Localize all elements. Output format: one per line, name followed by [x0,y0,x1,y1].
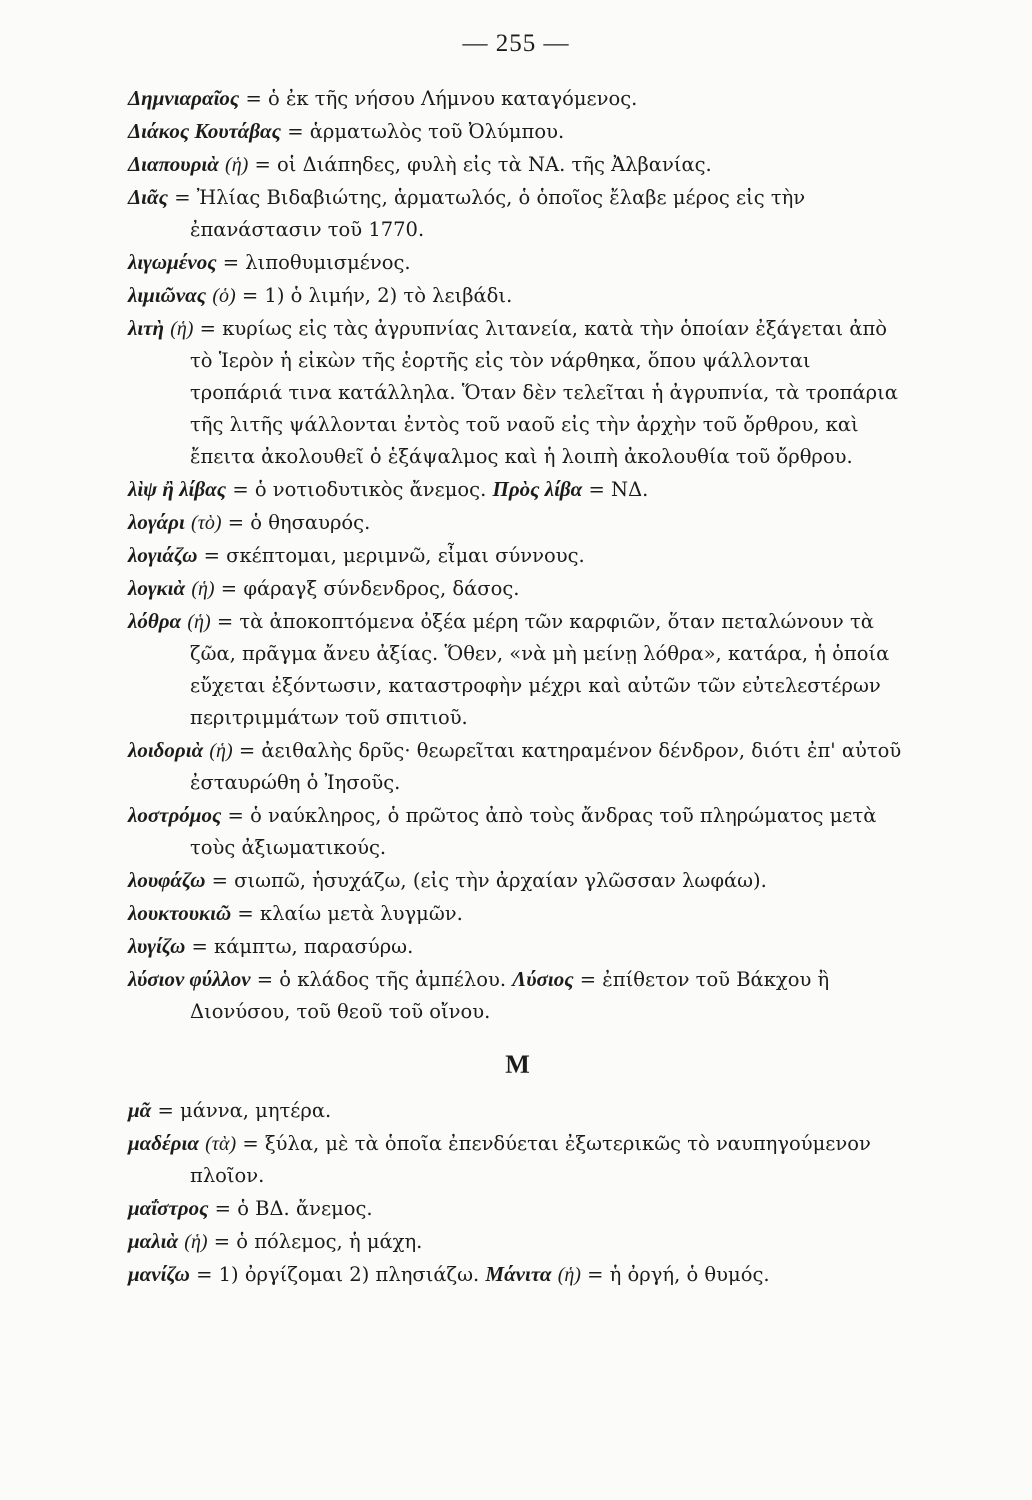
entry-article: (ἡ) [225,154,249,176]
entry-headword: λογιάζω [128,543,198,567]
entry-definition: = κλαίω μετὰ λυγμῶν. [237,902,463,925]
entry-definition: = ἁρματωλὸς τοῦ Ὀλύμπου. [287,120,565,143]
entries-section-lambda [128,82,908,1028]
dictionary-entry [128,864,908,897]
entry-article: (ἡ) [191,578,215,600]
entry-article: (τὸ) [191,512,222,534]
entry-article-secondary: (ἡ) [557,1264,581,1286]
entry-definition: = Ἠλίας Βιδαβιώτης, ἁρματωλός, ὁ ὁποῖος ἔλαβε μέρος εἰς τὴν ἐπανάστασιν τοῦ 1770. [174,186,806,241]
entry-headword: Διᾶς [128,185,168,209]
entry-definition: = ὁ πόλεμος, ἡ μάχη. [213,1230,423,1253]
entry-definition: = λιποθυμισμένος. [222,251,411,274]
page-number: — 255 — [462,30,570,57]
dictionary-entry [128,572,908,605]
entry-headword: λουκτουκιῶ [128,901,232,925]
entry-article: (ὁ) [212,285,236,307]
entry-headword: λόθρα [128,609,182,633]
entry-headword: λιτὴ [128,316,165,340]
entry-headword: λυγίζω [128,934,186,958]
entries-section-mu [128,1094,908,1291]
entry-headword: μᾶ [128,1098,152,1122]
section-letter-heading: Μ [505,1050,531,1079]
dictionary-entry [128,473,908,506]
entry-headword: λοστρόμος [128,803,222,827]
dictionary-entry [128,897,908,930]
entry-definition-secondary: = ΝΔ. [588,478,649,501]
entry-article: (ἡ) [209,740,233,762]
entry-headword: λουφάζω [128,868,206,892]
entry-headword: μαλιὰ [128,1229,179,1253]
entry-definition: = σιωπῶ, ἡσυχάζω, (εἰς τὴν ἀρχαίαν γλῶσσαν λωφάω). [211,869,767,892]
entry-headword: Διάκος Κουτάβας [128,119,281,143]
entry-headword-secondary: Μάνιτα [485,1262,552,1286]
entry-headword: λοιδοριὰ [128,738,204,762]
dictionary-entry [128,1258,908,1291]
entry-definition: = ὁ νοτιοδυτικὸς ἄνεμος. [232,478,487,501]
entry-definition: = 1) ὀργίζομαι 2) πλησιάζω. [196,1263,480,1286]
entry-definition: = 1) ὁ λιμήν, 2) τὸ λειβάδι. [241,284,513,307]
dictionary-entry [128,1127,908,1192]
dictionary-entry [128,734,908,799]
entry-definition: = ἀειθαλὴς δρῦς· θεωρεῖται κατηραμένον δένδρον, διότι ἐπ' αὐτοῦ ἐσταυρώθη ὁ Ἰησοῦς. [190,739,902,794]
dictionary-entry [128,539,908,572]
dictionary-entry [128,148,908,181]
entry-headword: λὶψ ἢ λίβας [128,477,227,501]
entry-definition: = οἱ Διάπηδες, φυλὴ εἰς τὰ ΝΑ. τῆς Ἀλβανίας. [254,153,712,176]
entry-headword: λογκιὰ [128,576,186,600]
entry-headword: Διαπουριὰ [128,152,219,176]
dictionary-entry [128,181,908,246]
entry-headword: λογάρι [128,510,185,534]
entry-headword: μαδέρια [128,1131,199,1155]
entry-article: (ἡ) [184,1231,208,1253]
dictionary-entry [128,799,908,864]
entry-definition: = τὰ ἀποκοπτόμενα ὀξέα μέρη τῶν καρφιῶν, ὅταν πεταλώνουν τὰ ζῶα, πρᾶγμα ἄνευ ἀξίας. Ὅθεν, «νὰ μὴ μείνῃ λόθρα», κατάρα, ἡ ὁποία εὔχεται ἐξόντωσιν, καταστροφὴν μέχρι καὶ αὐτῶν τῶν εὐτελεστέρων περιτριμμάτων τοῦ σπιτιοῦ. [190,610,890,729]
entries-list [128,82,908,1291]
entry-definition: = ὁ θησαυρός. [227,511,371,534]
entry-definition: = ξύλα, μὲ τὰ ὁποῖα ἐπενδύεται ἐξωτερικῶς τὸ ναυπηγούμενον πλοῖον. [190,1132,871,1187]
dictionary-entry [128,312,908,473]
dictionary-entry [128,82,908,115]
dictionary-entry [128,246,908,279]
entry-headword: μαΐστρος [128,1196,209,1220]
dictionary-entry [128,1192,908,1225]
entry-definition: = κυρίως εἰς τὰς ἀγρυπνίας λιτανεία, κατὰ τὴν ὁποίαν ἐξάγεται ἀπὸ τὸ Ἱερὸν ἡ εἰκὼν τῆς ἑορτῆς εἰς τὸν νάρθηκα, ὅπου ψάλλονται τροπάριά τινα κατάλληλα. Ὅταν δὲν τελεῖται ἡ ἀγρυπνία, τὰ τροπάρια τῆς λιτῆς ψάλλονται ἐντὸς τοῦ ναοῦ εἰς τὴν ἀρχὴν τοῦ ὄρθρου, καὶ ἔπειτα ἀκολουθεῖ ὁ ἑξάψαλμος καὶ ἡ λοιπὴ ἀκολουθία τοῦ ὄρθρου. [190,317,898,468]
entry-article: (τὰ) [205,1133,237,1155]
entry-headword: Δημνιαραῖος [128,86,240,110]
entry-headword-secondary: Λύσιος [512,967,574,991]
dictionary-entry [128,963,908,1028]
dictionary-entry [128,115,908,148]
entry-article: (ἡ) [187,611,211,633]
entry-headword-secondary: Πρὸς λίβα [492,477,583,501]
entry-definition: = φάραγξ σύνδενδρος, δάσος. [220,577,520,600]
dictionary-entry [128,930,908,963]
entry-definition-secondary: = ἐπίθετον τοῦ Βάκχου ἢ Διονύσου, τοῦ θεοῦ τοῦ οἴνου. [190,968,830,1023]
entry-article: (ἡ) [170,318,194,340]
dictionary-entry [128,605,908,734]
entry-definition: = ὁ ἐκ τῆς νήσου Λήμνου καταγόμενος. [245,87,638,110]
entry-definition: = σκέπτομαι, μεριμνῶ, εἶμαι σύννους. [203,544,585,567]
dictionary-entry [128,1094,908,1127]
entry-headword: μανίζω [128,1262,190,1286]
entry-definition: = ὁ ναύκληρος, ὁ πρῶτος ἀπὸ τοὺς ἄνδρας τοῦ πληρώματος μετὰ τοὺς ἀξιωματικούς. [190,804,877,859]
entry-definition: = ὁ ΒΔ. ἄνεμος. [214,1197,373,1220]
entry-definition: = κάμπτω, παρασύρω. [191,935,414,958]
entry-headword: λιμιῶνας [128,283,207,307]
dictionary-entry [128,506,908,539]
entry-definition-secondary: = ἡ ὀργή, ὁ θυμός. [587,1263,770,1286]
dictionary-entry [128,1225,908,1258]
entry-definition: = ὁ κλάδος τῆς ἀμπέλου. [256,968,507,991]
entry-headword: λιγωμένος [128,250,217,274]
dictionary-entry [128,279,908,312]
entry-headword: λύσιον φύλλον [128,967,251,991]
entry-definition: = μάννα, μητέρα. [157,1099,332,1122]
